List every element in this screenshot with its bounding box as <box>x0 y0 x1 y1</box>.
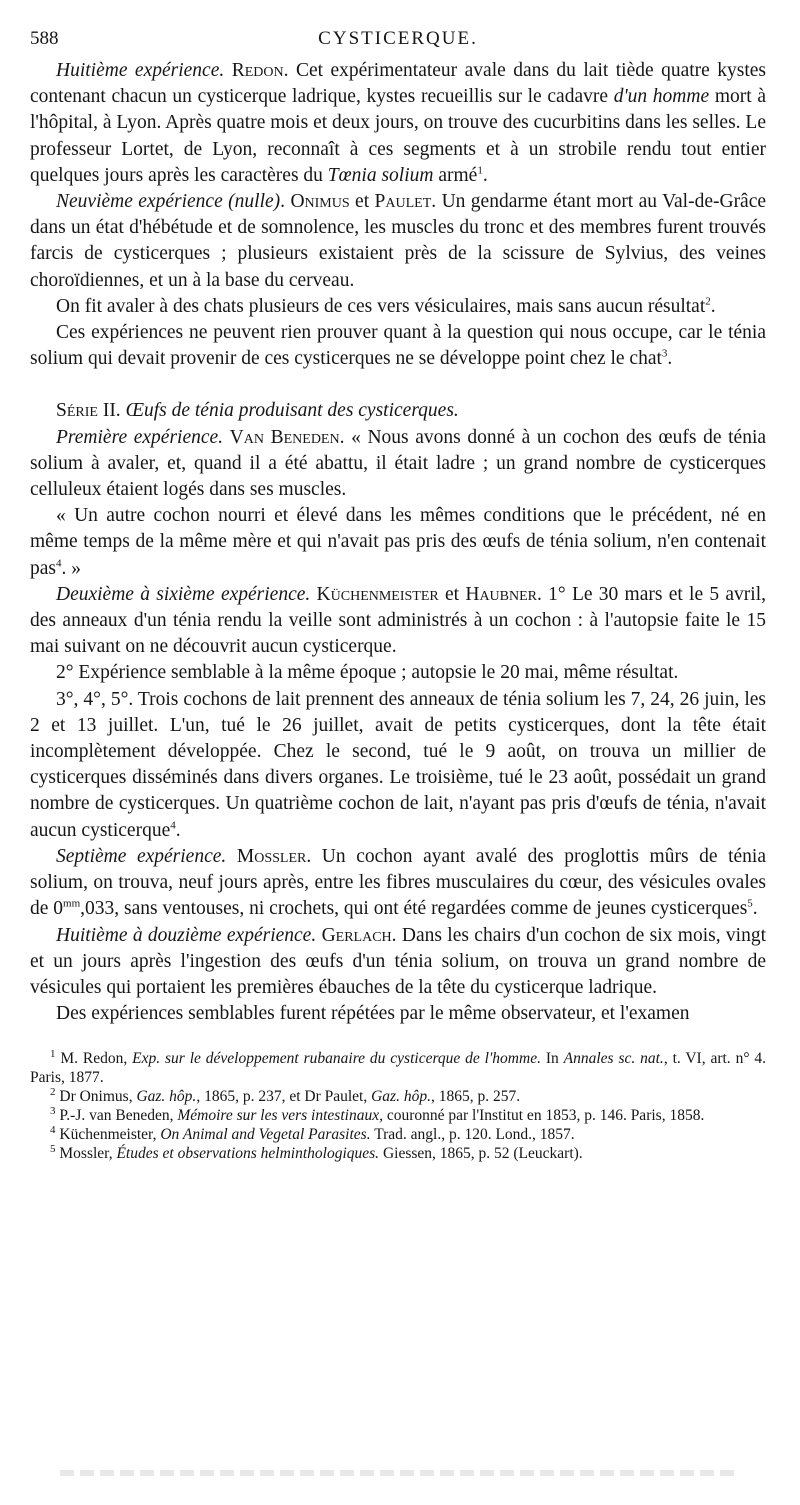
footnote-text: , 1865, p. 257. <box>430 1088 521 1106</box>
footnote-text: Küchenmeister, <box>55 1126 161 1144</box>
author-name: Gerlach. <box>321 924 397 946</box>
footnote-text: M. Redon, <box>55 1050 133 1068</box>
section-heading <box>30 398 766 424</box>
footnote-text: P.-J. van Beneden, <box>55 1107 178 1125</box>
paragraph-text: mort à l'hôpital, à Lyon. Après quatre mois et deux jours, on trouve des cucurbitins dans les selles. Le professeur Lortet, de Lyon, reconnaît à ces segments et à un strobile rendu tout entier quelques jours après les caractères du <box>30 86 767 186</box>
footnote-text: Trad. angl., p. 120. Lond., 1857. <box>370 1126 575 1144</box>
footnote-mark: 5 <box>50 1143 56 1156</box>
footnote <box>30 1144 766 1163</box>
experiment-label: Huitième expérience. <box>56 60 225 81</box>
experiment-label: Deuxième à sixième expérience. <box>56 583 311 605</box>
paragraph <box>30 320 766 372</box>
footnote-ref[interactable]: 2 <box>705 295 711 308</box>
paragraph-neuvieme <box>30 189 766 294</box>
experiment-label: Septième expérience. <box>56 845 227 867</box>
paragraph-text: armé <box>433 164 478 186</box>
footnote-title: Gaz. hôp. <box>136 1088 197 1106</box>
paragraph-deuxieme <box>30 582 766 661</box>
emphasis: d'un homme <box>613 86 710 108</box>
paragraph-text: 3°, 4°, 5°. Trois cochons de lait prennent des anneaux de ténia solium les 7, 24, 26 juin, les 2 et 13 juillet. L'un, tué le 26 juillet, avait de petits cysticerques, dont la tête était incomplètement développée. Chez le second, tué le 9 août, on trouva un millier de cysticerques disséminés dans divers organes. Le troisième, tué le 23 août, possédait un grand nombre de cysticerques. Un quatrième cochon de lait, n'ayant pas pris d'œufs de ténia, n'avait aucun cysticerque <box>30 688 766 841</box>
footnote-ref[interactable]: 4 <box>170 819 176 832</box>
paragraph-text: « Un autre cochon nourri et élevé dans les mêmes conditions que le précédent, né en même temps de la même mère et qui n'avait pas pris des œufs de ténia solium, n'en contenait pas <box>30 505 766 579</box>
footnote-title: Exp. sur le développement rubanaire du cysticerque de l'homme. <box>132 1050 541 1068</box>
author-name: Redon. <box>231 60 289 81</box>
paragraph-end: . » <box>61 557 81 579</box>
paragraph-text: Un gendarme étant mort au Val-de-Grâce dans un état d'hébétude et de somnolence, les muscles du tronc et des membres furent trouvés farcis de cysticerques ; plusieurs existaient près de la scissure de Sylvius, des veines choroïdiennes, et un à la base du cerveau. <box>30 191 767 291</box>
author-name: Van Beneden. <box>229 426 345 448</box>
paragraph-end: . <box>752 898 758 920</box>
footnote-ref[interactable]: 3 <box>661 347 668 360</box>
page-header <box>30 28 766 58</box>
paragraph-text: 2° Expérience semblable à la même époque ; autopsie le 20 mai, même résultat. <box>56 662 679 684</box>
footnote-text: Giessen, 1865, p. 52 (Leuckart). <box>379 1145 583 1163</box>
paragraph-text: ,033, sans ventouses, ni crochets, qui ont été regardées comme de jeunes cysticerques <box>80 898 748 920</box>
footnote-title: Annales sc. nat. <box>563 1050 664 1068</box>
series-title: Œufs de ténia produisant des cysticerques. <box>125 400 459 422</box>
paragraph-premiere <box>30 425 766 504</box>
series-label: Série II. <box>56 400 121 422</box>
experiment-label: Première expérience. <box>56 426 224 448</box>
paragraph-end: . <box>667 348 673 370</box>
page-number: 588 <box>30 28 59 49</box>
punctuation: . <box>280 191 286 213</box>
running-head: CYSTICERQUE. <box>318 28 478 49</box>
unit-superscript: mm <box>63 897 81 910</box>
author-name: Onimus <box>290 191 350 213</box>
footnote-text: , t. VI, art. n° 4. Paris, 1877. <box>30 1050 767 1087</box>
experiment-label: Neuvième expérience <box>56 191 223 213</box>
footnote-text: Mossler, <box>55 1145 117 1163</box>
page <box>30 28 766 1163</box>
paragraph-text: Ces expériences ne peuvent rien prouver quant à la question qui nous occupe, car le ténia solium qui devait provenir de ces cysticerques ne se développe point chez le chat <box>30 322 766 370</box>
paragraph <box>30 1001 766 1027</box>
footnote-title: Études et observations helminthologiques. <box>116 1145 380 1163</box>
footnote-mark: 1 <box>50 1048 56 1061</box>
paragraph-end: . <box>482 164 488 186</box>
body-text <box>30 58 766 1027</box>
paragraph-huitieme-douzieme <box>30 923 766 1002</box>
author-name: Paulet. <box>374 191 437 213</box>
footnote <box>30 1106 766 1125</box>
paragraph-text: Des expériences semblables furent répétées par le même observateur, et l'examen <box>56 1003 690 1025</box>
author-name: Mossler. <box>236 845 312 867</box>
paragraph <box>30 660 766 686</box>
footnotes <box>30 1049 766 1163</box>
conjunction: et <box>349 191 375 213</box>
paragraph <box>30 503 766 582</box>
footnote-text: couronné par l'Institut en 1853, p. 146. Paris, 1858. <box>382 1107 705 1125</box>
species-name: Tœnia solium <box>327 164 434 186</box>
footnote-ref[interactable]: 1 <box>477 164 483 177</box>
paragraph-septieme <box>30 844 766 923</box>
footnote-mark: 4 <box>50 1124 56 1137</box>
paragraph-text: On fit avaler à des chats plusieurs de ces vers vésiculaires, mais sans aucun résultat <box>56 295 706 317</box>
footnote-ref[interactable]: 5 <box>747 897 753 910</box>
paragraph <box>30 294 766 320</box>
paragraph-text: « Nous avons donné à un cochon des œufs de ténia solium à avaler, et, quand il a été abattu, il était ladre ; un grand nombre de cysticerques celluleux étaient logés dans ses muscles. <box>30 426 767 501</box>
paragraph-text: Dans les chairs d'un cochon de six mois, vingt et un jours après l'ingestion des œufs d'un ténia solium, on trouva un grand nombre de vésicules qui portaient les premières ébauches de la tête du cysticerque ladrique. <box>30 924 766 998</box>
author-name: Küchenmeister <box>316 583 439 605</box>
paragraph-end: . <box>710 295 716 317</box>
footnote-title: On Animal and Vegetal Parasites. <box>160 1126 371 1144</box>
paragraph-text: 1° Le 30 mars et le 5 avril, des anneaux d'un ténia rendu la veille sont administrés à un cochon : à l'autopsie faite le 15 mai suivant on ne découvrit aucun cysticerque. <box>30 583 767 658</box>
bleed-through-line <box>60 1470 740 1476</box>
paragraph-text: Cet expérimentateur avale dans du lait tiède quatre kystes contenant chacun un cysticerque ladrique, kystes recueillis sur le cadavre <box>30 60 767 108</box>
experiment-label: Huitième à douzième expérience. <box>56 924 317 946</box>
conjunction: et <box>438 583 466 605</box>
footnote-title: Gaz. hôp. <box>371 1088 431 1106</box>
footnote-title: Mémoire sur les vers intestinaux, <box>177 1107 383 1125</box>
footnote <box>30 1125 766 1144</box>
paragraph-end: . <box>175 819 181 841</box>
paragraph <box>30 687 766 844</box>
paragraph-huitieme <box>30 58 766 189</box>
footnote-mark: 2 <box>50 1086 56 1099</box>
footnote-ref[interactable]: 4 <box>56 557 62 570</box>
footnote <box>30 1049 766 1087</box>
footnote <box>30 1087 766 1106</box>
footnote-text: In <box>540 1050 564 1068</box>
footnote-text: Dr Onimus, <box>55 1088 137 1106</box>
footnote-text: , 1865, p. 237, et Dr Paulet, <box>196 1088 372 1106</box>
experiment-qualifier: (nulle) <box>228 191 281 213</box>
author-name: Haubner. <box>465 583 542 605</box>
paragraph-text: Un cochon ayant avalé des proglottis mûrs de ténia solium, on trouva, neuf jours après, entre les fibres musculaires du cœur, des vésicules ovales de 0 <box>30 845 766 920</box>
footnote-mark: 3 <box>50 1105 56 1118</box>
